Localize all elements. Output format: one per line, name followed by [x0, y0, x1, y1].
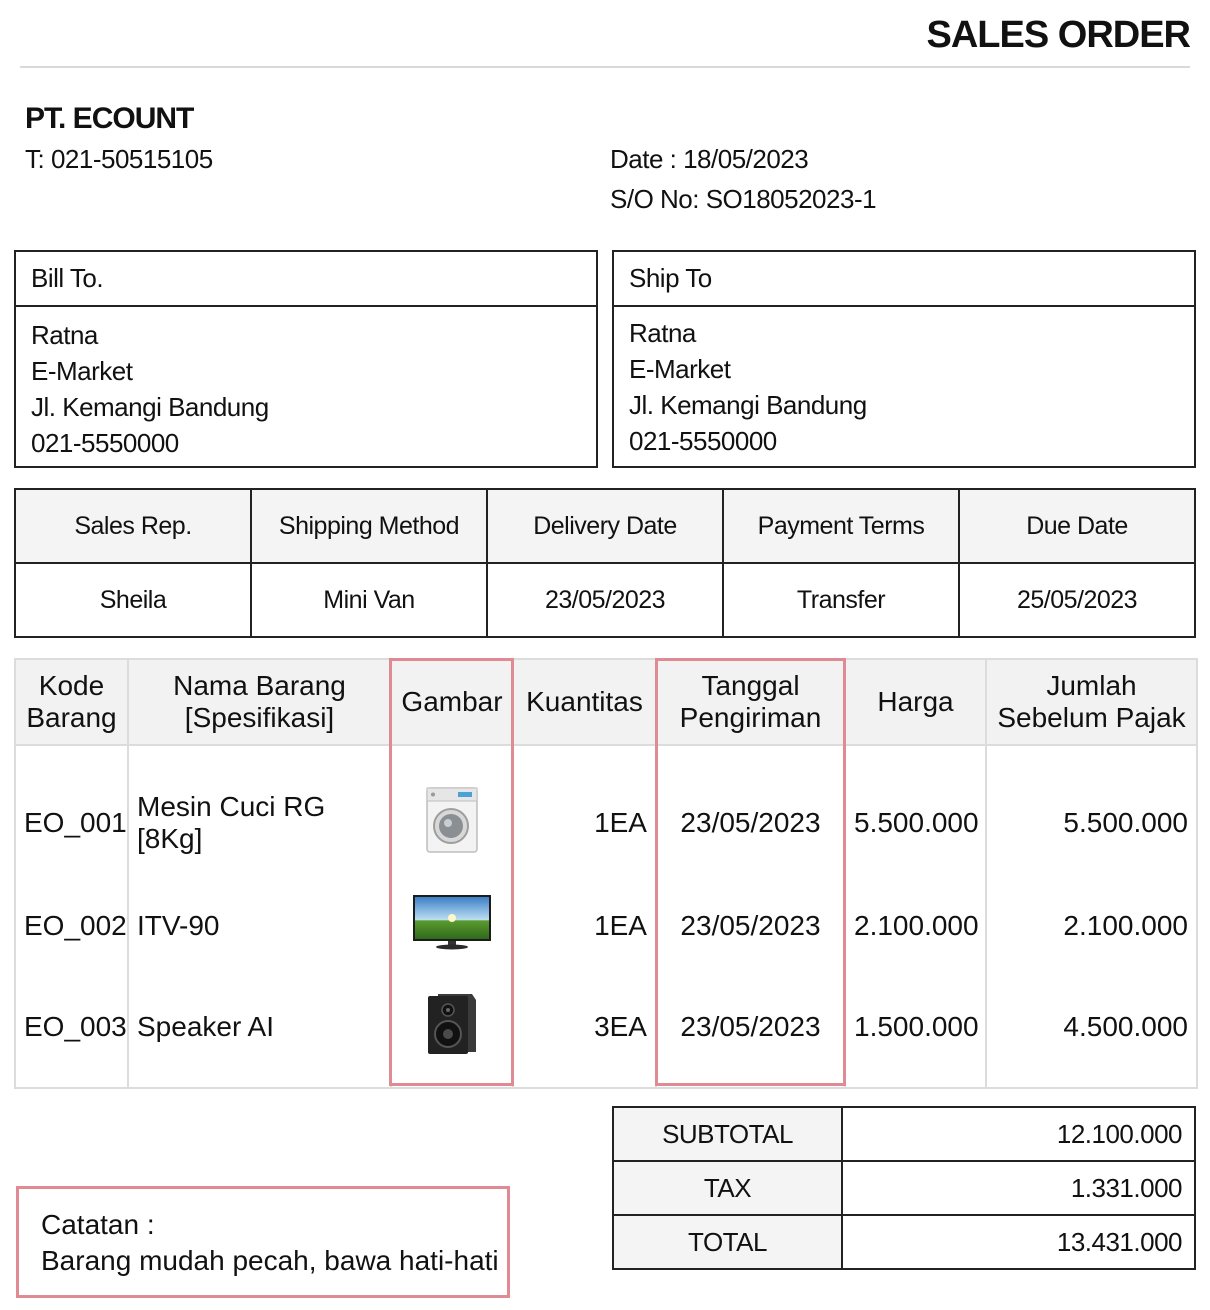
item-code: EO_002 [15, 874, 128, 977]
delivery-date-header: Delivery Date [487, 489, 723, 563]
order-date: Date : 18/05/2023 [610, 144, 809, 174]
bill-to-line: Ratna [31, 320, 98, 350]
ship-to-heading: Ship To [614, 252, 1194, 307]
item-image [391, 874, 513, 977]
item-image [391, 977, 513, 1088]
tax-label: TAX [613, 1161, 842, 1215]
item-price: 5.500.000 [845, 745, 986, 874]
television-icon [412, 894, 492, 957]
item-amount: 4.500.000 [986, 977, 1197, 1088]
bill-to-line: 021-5550000 [31, 428, 179, 458]
bill-to-line: Jl. Kemangi Bandung [31, 392, 269, 422]
ship-to-address [614, 307, 1194, 459]
sales-rep-header: Sales Rep. [15, 489, 251, 563]
shipping-method-header: Shipping Method [251, 489, 487, 563]
image-header: Gambar [391, 659, 513, 745]
notes-text: Barang mudah pecah, bawa hati-hati [41, 1245, 499, 1276]
document-title: SALES ORDER [926, 14, 1190, 56]
due-date-header: Due Date [959, 489, 1195, 563]
ship-to-line: E-Market [629, 354, 731, 384]
item-amount: 5.500.000 [986, 745, 1197, 874]
tax-value: 1.331.000 [842, 1161, 1195, 1215]
totals-table [612, 1106, 1196, 1270]
payment-terms-value: Transfer [723, 563, 959, 637]
ship-to-line: 021-5550000 [629, 426, 777, 456]
item-amount: 2.100.000 [986, 874, 1197, 977]
items-table [14, 658, 1198, 1089]
ship-to-box [612, 250, 1196, 468]
item-image [391, 745, 513, 874]
bill-to-line: E-Market [31, 356, 133, 386]
speaker-icon [424, 992, 480, 1063]
order-info-table [14, 488, 1196, 638]
due-date-value: 25/05/2023 [959, 563, 1195, 637]
title-divider [20, 66, 1190, 68]
bill-to-heading: Bill To. [16, 252, 596, 307]
notes-box [16, 1186, 510, 1298]
subtotal-label: SUBTOTAL [613, 1107, 842, 1161]
item-name: Speaker AI [128, 977, 391, 1088]
order-number: S/O No: SO18052023-1 [610, 184, 877, 214]
subtotal-value: 12.100.000 [842, 1107, 1195, 1161]
ship-to-line: Jl. Kemangi Bandung [629, 390, 867, 420]
payment-terms-header: Payment Terms [723, 489, 959, 563]
delivery-date-value: 23/05/2023 [487, 563, 723, 637]
ship-date-header: Tanggal Pengiriman [656, 659, 845, 745]
company-name: PT. ECOUNT [25, 102, 194, 135]
notes-label: Catatan : [41, 1209, 155, 1240]
amount-header: Jumlah Sebelum Pajak [986, 659, 1197, 745]
item-quantity: 1EA [513, 874, 656, 977]
table-row [15, 745, 1197, 874]
price-header: Harga [845, 659, 986, 745]
item-code: EO_001 [15, 745, 128, 874]
item-price: 2.100.000 [845, 874, 986, 977]
bill-to-address [16, 307, 596, 461]
quantity-header: Kuantitas [513, 659, 656, 745]
table-row [15, 977, 1197, 1088]
shipping-method-value: Mini Van [251, 563, 487, 637]
item-ship-date: 23/05/2023 [656, 874, 845, 977]
item-name: ITV-90 [128, 874, 391, 977]
total-value: 13.431.000 [842, 1215, 1195, 1269]
item-quantity: 3EA [513, 977, 656, 1088]
company-phone: T: 021-50515105 [25, 144, 213, 174]
item-ship-date: 23/05/2023 [656, 745, 845, 874]
total-label: TOTAL [613, 1215, 842, 1269]
bill-to-box [14, 250, 598, 468]
item-name-header: Nama Barang [Spesifikasi] [128, 659, 391, 745]
item-quantity: 1EA [513, 745, 656, 874]
item-code: EO_003 [15, 977, 128, 1088]
code-header: Kode Barang [15, 659, 128, 745]
item-ship-date: 23/05/2023 [656, 977, 845, 1088]
item-name: Mesin Cuci RG [8Kg] [128, 745, 391, 874]
washing-machine-icon [424, 786, 480, 861]
item-price: 1.500.000 [845, 977, 986, 1088]
ship-to-line: Ratna [629, 318, 696, 348]
sales-rep-value: Sheila [15, 563, 251, 637]
table-row [15, 874, 1197, 977]
